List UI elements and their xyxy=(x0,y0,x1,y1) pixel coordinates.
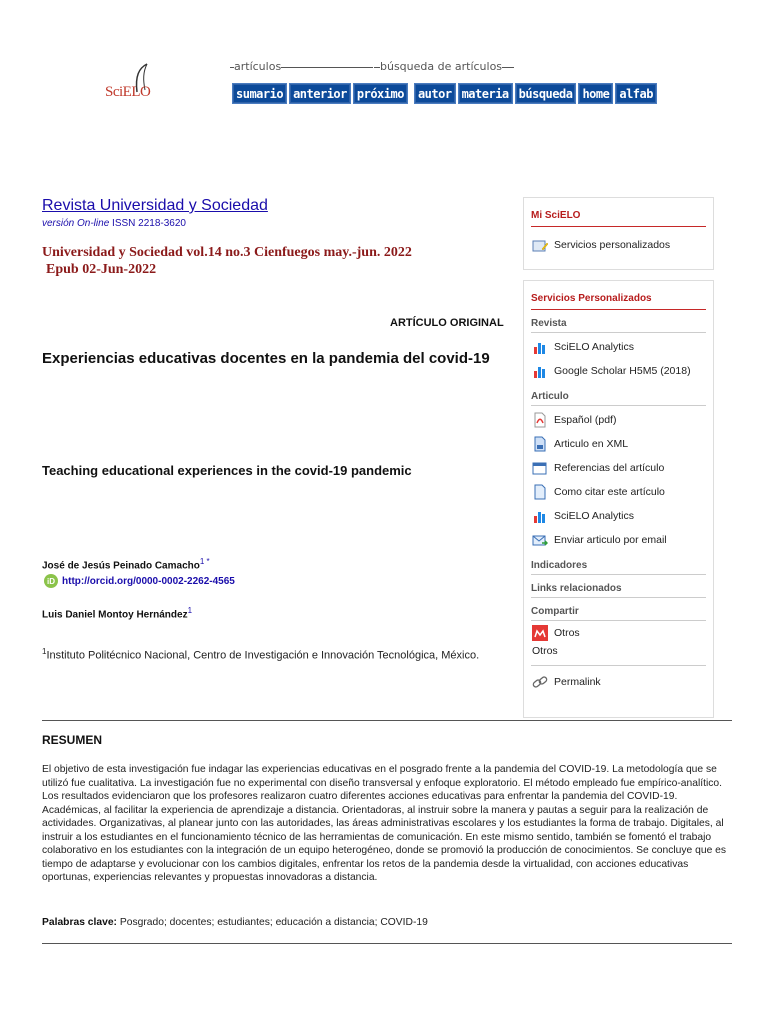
section-indicadores: Indicadores xyxy=(531,552,706,575)
orcid-icon: iD xyxy=(44,574,58,588)
divider-bottom xyxy=(42,943,732,944)
share-otros-text[interactable]: Otros xyxy=(532,645,558,657)
divider-top xyxy=(42,720,732,721)
nav-sumario-button[interactable]: sumario xyxy=(232,83,287,104)
pdf-icon xyxy=(532,412,548,428)
servicios-box xyxy=(523,280,714,718)
section-articulo: Articulo xyxy=(531,383,706,406)
resumen-text: El objetivo de esta investigación fue indagar las experiencias educativas en el posgrado frente a la pandemia del COVID-19. La metodología que se utilizó fue cualitativa. La investigación fue no experimental con diseño transversal y enfoque exploratorio. El método empleado fue empírico-analítico. Los resultados evidenciaron que los profesores realizaron cuatro diferentes acciones educativas para enfrentar la pandemia del COVID-19. Académicas, al facilitar la experiencia de aprendizaje a distancia. Orientadoras, al instruir sobre la manera y pautas a seguir para la realización de actividades. Organizativas, al planear junto con las autoridades, las áreas administrativas escolares y los estudiantes la forma de trabajo. Digitales, al instruir a los estudiantes en el funcionamiento técnico de las herramientas de comunicación. En este mismo sentido, también se fomentó el trabajo colaborativo en los estudiantes con la integración de un equipo heterogéneo, donde se promovió la producción de conocimientos. Se concluye que es tiempo de adaptarse y evolucionar con los cambios digitales, enfrentar los retos de la pandemia desde la virtualidad, con acciones educativas oportunas, experiencias relevantes y propuestas innovadoras a distancia. xyxy=(42,764,727,883)
google-scholar-link[interactable]: Google Scholar H5M5 (2018) xyxy=(532,359,705,383)
xml-link[interactable]: Articulo en XML xyxy=(532,432,705,456)
mi-scielo-heading: Mi SciELO xyxy=(531,198,706,227)
nav-materia-button[interactable]: materia xyxy=(458,83,513,104)
author2-affil-link[interactable]: 1 xyxy=(187,606,193,615)
keywords: Palabras clave: Posgrado; docentes; estudiantes; educación a distancia; COVID-19 xyxy=(42,917,428,928)
window-icon xyxy=(532,460,548,476)
nav-group-articulos: artículos xyxy=(230,60,373,73)
bar-chart-icon xyxy=(532,363,548,379)
orcid-row xyxy=(44,574,235,588)
divider xyxy=(531,665,706,666)
pdf-link[interactable]: Español (pdf) xyxy=(532,408,705,432)
article-title-en: Teaching educational experiences in the covid-19 pandemic xyxy=(42,463,412,478)
servicios-heading: Servicios Personalizados xyxy=(531,281,706,310)
articulo-scielo-analytics-link[interactable]: SciELO Analytics xyxy=(532,504,705,528)
page-icon xyxy=(532,484,548,500)
document-icon xyxy=(532,436,548,452)
link-icon xyxy=(532,674,548,690)
nav-alfab-button[interactable]: alfab xyxy=(615,83,657,104)
share-icon xyxy=(532,625,548,641)
logo-text: SciELO xyxy=(105,84,151,100)
nav-bar xyxy=(232,83,657,104)
affiliation: $^1$Instituto Politécnico Nacional, Centro de Investigación e Innovación Tecnológica, México. xyxy=(42,647,480,662)
email-icon xyxy=(532,532,548,548)
scielo-logo[interactable] xyxy=(105,62,165,110)
author-2: Luis Daniel Montoy Hernández$^1$ xyxy=(42,606,193,621)
section-compartir: Compartir xyxy=(531,598,706,621)
article-title-es: Experiencias educativas docentes en la pandemia del covid-19 xyxy=(42,350,490,367)
journal-version: versión On-line ISSN 2218-3620 xyxy=(42,218,186,229)
author1-star-link[interactable]: * xyxy=(206,557,210,566)
bar-chart-icon xyxy=(532,339,548,355)
permalink-link[interactable]: Permalink xyxy=(532,670,705,694)
mi-scielo-box xyxy=(523,197,714,270)
author1-affil-link[interactable]: 1 xyxy=(199,557,205,566)
nav-proximo-button[interactable]: próximo xyxy=(353,83,408,104)
bar-chart-icon xyxy=(532,508,548,524)
nav-autor-button[interactable]: autor xyxy=(414,83,456,104)
nav-group-busqueda: búsqueda de artículos xyxy=(374,60,514,73)
revista-scielo-analytics-link[interactable]: SciELO Analytics xyxy=(532,335,705,359)
servicios-personalizados-link[interactable]: Servicios personalizados xyxy=(532,233,705,257)
share-otros-link[interactable]: Otros xyxy=(532,623,705,643)
nav-busqueda-button[interactable]: búsqueda xyxy=(515,83,577,104)
journal-title-link[interactable]: Revista Universidad y Sociedad xyxy=(42,197,268,214)
section-revista: Revista xyxy=(531,310,706,333)
nav-anterior-button[interactable]: anterior xyxy=(289,83,351,104)
como-citar-link[interactable]: Como citar este artículo xyxy=(532,480,705,504)
referencias-link[interactable]: Referencias del artículo xyxy=(532,456,705,480)
orcid-link[interactable]: http://orcid.org/0000-0002-2262-4565 xyxy=(62,575,235,587)
issue-info: Universidad y Sociedad vol.14 no.3 Cienfuegos may.-jun. 2022 Epub 02-Jun-2022 xyxy=(42,245,412,277)
nav-home-button[interactable]: home xyxy=(578,83,613,104)
folder-edit-icon xyxy=(532,237,548,253)
author-1: José de Jesús Peinado Camacho$^{1 *}$ xyxy=(42,557,210,572)
article-type: ARTÍCULO ORIGINAL xyxy=(390,317,504,329)
resumen-heading: RESUMEN xyxy=(42,733,103,747)
enviar-email-link[interactable]: Enviar articulo por email xyxy=(532,528,705,552)
section-links-relacionados: Links relacionados xyxy=(531,575,706,598)
